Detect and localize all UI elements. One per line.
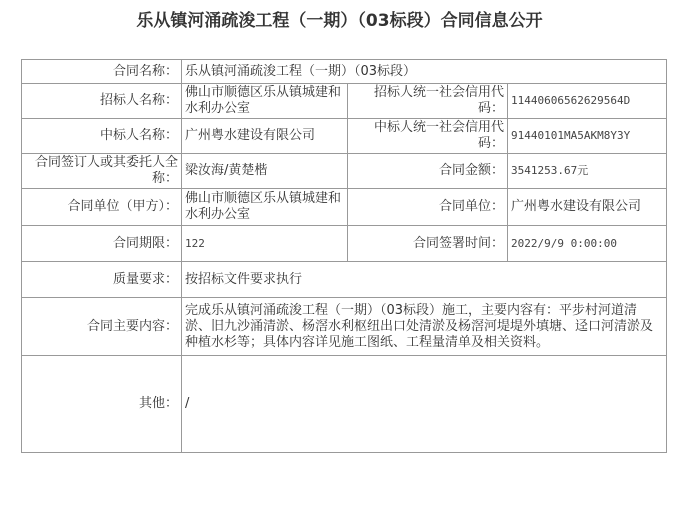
other-label: 其他： <box>22 356 182 453</box>
quality-label: 质量要求： <box>22 262 182 298</box>
row-other <box>22 356 667 453</box>
contract-info-table <box>21 59 667 453</box>
content-label: 合同主要内容： <box>22 298 182 356</box>
period-value: 122 <box>182 226 348 262</box>
contract-name-value: 乐从镇河涌疏浚工程（一期）（03标段） <box>182 60 667 84</box>
signatory-value: 梁汝海/黄楚楷 <box>182 154 348 189</box>
tenderer-label: 招标人名称： <box>22 84 182 119</box>
row-signatory <box>22 154 667 189</box>
winner-label: 中标人名称： <box>22 119 182 154</box>
sign-time-label: 合同签署时间： <box>348 226 508 262</box>
amount-label: 合同金额： <box>348 154 508 189</box>
winner-credit-value: 91440101MA5AKM8Y3Y <box>508 119 667 154</box>
contract-name-label: 合同名称： <box>22 60 182 84</box>
party-a-value: 佛山市顺德区乐从镇城建和水利办公室 <box>182 189 348 226</box>
quality-value: 按招标文件要求执行 <box>182 262 667 298</box>
row-winner <box>22 119 667 154</box>
party-b-value: 广州粤水建设有限公司 <box>508 189 667 226</box>
other-value: / <box>182 356 667 453</box>
tenderer-credit-value: 11440606562629564D <box>508 84 667 119</box>
tenderer-credit-label: 招标人统一社会信用代码： <box>348 84 508 119</box>
tenderer-value: 佛山市顺德区乐从镇城建和水利办公室 <box>182 84 348 119</box>
sign-time-value: 2022/9/9 0:00:00 <box>508 226 667 262</box>
winner-value: 广州粤水建设有限公司 <box>182 119 348 154</box>
party-a-label: 合同单位（甲方）： <box>22 189 182 226</box>
amount-value: 3541253.67元 <box>508 154 667 189</box>
content-value: 完成乐从镇河涌疏浚工程（一期）（03标段）施工，主要内容有：平步村河道清淤、旧九沙涌清淤、杨滘水利枢纽出口处清淤及杨滘河堤堤外填塘、迳口河清淤及种植水杉等；具体内容详见施工图纸、工程量清单及相关资料。 <box>182 298 667 356</box>
row-contract-name <box>22 60 667 84</box>
signatory-label: 合同签订人或其委托人全称： <box>22 154 182 189</box>
party-b-label: 合同单位： <box>348 189 508 226</box>
row-content <box>22 298 667 356</box>
row-tenderer <box>22 84 667 119</box>
row-party <box>22 189 667 226</box>
period-label: 合同期限： <box>22 226 182 262</box>
winner-credit-label: 中标人统一社会信用代码： <box>348 119 508 154</box>
row-period <box>22 226 667 262</box>
page-title: 乐从镇河涌疏浚工程（一期）（03标段）合同信息公开 <box>136 11 543 31</box>
row-quality <box>22 262 667 298</box>
